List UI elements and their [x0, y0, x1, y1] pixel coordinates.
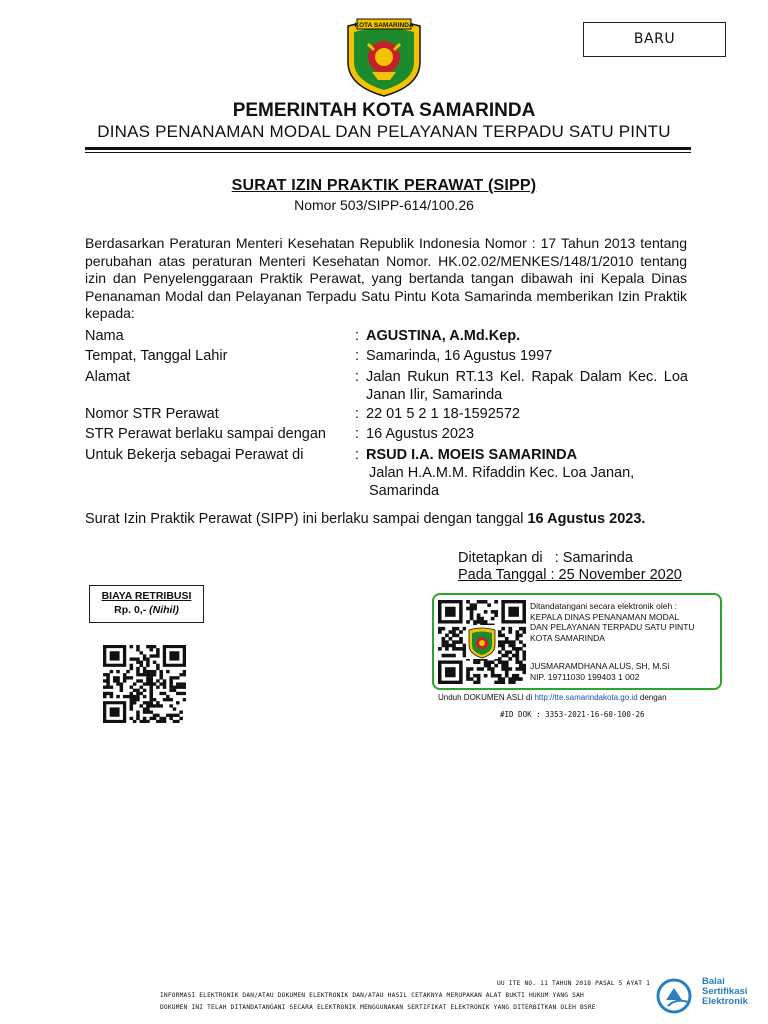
- signer-position-1: KEPALA DINAS PENANAMAN MODAL: [530, 611, 680, 622]
- field-value: Jalan Rukun RT.13 Kel. Rapak Dalam Kec. Loa Janan Ilir, Samarinda: [366, 369, 688, 403]
- field-colon: :: [355, 447, 360, 463]
- government-heading: PEMERINTAH KOTA SAMARINDA: [232, 100, 536, 121]
- retribution-box: [89, 585, 204, 623]
- download-link[interactable]: http://tte.samarindakota.go.id: [534, 693, 638, 702]
- field-colon: :: [355, 348, 360, 364]
- field-value: RSUD I.A. MOEIS SAMARINDA: [366, 447, 578, 463]
- retribution-note: (Nihil): [149, 604, 179, 616]
- field-label: Nomor STR Perawat: [85, 406, 219, 422]
- field-label: Tempat, Tanggal Lahir: [85, 348, 228, 364]
- signed-by-label: Ditandatangani secara elektronik oleh :: [530, 601, 677, 611]
- qr-code-signature: [438, 600, 526, 684]
- issued-date: Pada Tanggal : 25 November 2020: [458, 567, 682, 583]
- emblem-banner-text: KOTA SAMARINDA: [354, 22, 414, 29]
- field-colon: :: [355, 328, 360, 344]
- retribution-amount: Rp. 0,-: [114, 604, 147, 616]
- intro-paragraph: Berdasarkan Peraturan Menteri Kesehatan Republik Indonesia Nomor : 17 Tahun 2013 tentang perubahan atas peraturan Menteri Kesehatan Nomor. HK.02.02/MENKES/148/1/2010 tentang izin dan Penyelenggaraan Praktik Perawat, yang bertanda tangan dibawah ini Kepala Dinas Penanaman Modal dan Pelayanan Terpadu Satu Pintu Kota Samarinda memberikan Izin Praktik kepada:: [85, 235, 687, 321]
- bse-logo-icon: [654, 976, 698, 1016]
- validity-statement: [85, 511, 645, 527]
- footer-law-reference: UU ITE NO. 11 TAHUN 2018 PASAL 5 AYAT 1: [497, 980, 651, 987]
- download-instruction: [438, 693, 667, 702]
- field-colon: :: [355, 369, 360, 385]
- field-colon: :: [355, 426, 360, 442]
- field-value: Samarinda, 16 Agustus 1997: [366, 348, 553, 364]
- status-stamp-baru: BARU: [583, 22, 726, 57]
- document-title: SURAT IZIN PRAKTIK PERAWAT (SIPP): [231, 177, 537, 194]
- signature-emblem-logo: [466, 625, 498, 659]
- signer-position-3: KOTA SAMARINDA: [530, 632, 605, 643]
- field-value: 16 Agustus 2023: [366, 426, 475, 442]
- bse-line-1: Balai: [702, 976, 725, 987]
- signer-position-2: DAN PELAYANAN TERPADU SATU PINTU: [530, 622, 695, 632]
- signer-name: JUSMARAMDHANA ALUS, SH, M.Si: [530, 661, 670, 671]
- signature-details: [530, 601, 720, 643]
- qr-code-document: [103, 645, 186, 723]
- field-label: Untuk Bekerja sebagai Perawat di: [85, 447, 304, 463]
- footer-legal-line-2: DOKUMEN INI TELAH DITANDATANGANI SECARA ELEKTRONIK MENGGUNAKAN SERTIFIKAT ELEKTRONIK YANG DITERBITKAN OLEH BSRE: [160, 1004, 596, 1011]
- field-value: AGUSTINA, A.Md.Kep.: [366, 328, 521, 344]
- header-divider-thin: [85, 152, 691, 153]
- bse-line-2: Sertifikasi: [702, 986, 748, 997]
- download-prefix: Unduh DOKUMEN ASLI di: [438, 693, 535, 702]
- document-number: Nomor 503/SIPP-614/100.26: [294, 197, 474, 213]
- field-label: Nama: [85, 328, 124, 344]
- issued-place: Ditetapkan di : Samarinda: [458, 550, 633, 566]
- field-label: Alamat: [85, 369, 131, 385]
- footer-legal-line-1: INFORMASI ELEKTRONIK DAN/ATAU DOKUMEN ELEKTRONIK DAN/ATAU HASIL CETAKNYA MERUPAKAN ALAT BUKTI HUKUM YANG SAH: [160, 992, 584, 999]
- field-label: STR Perawat berlaku sampai dengan: [85, 426, 326, 442]
- signer-nip: NIP. 19711030 199403 1 002: [530, 672, 640, 682]
- field-colon: :: [355, 406, 360, 422]
- bse-wordmark: [702, 977, 748, 1007]
- bse-line-3: Elektronik: [702, 996, 748, 1007]
- document-id: #ID DOK : 3353-2021-16-60-100-26: [500, 710, 645, 719]
- workplace-address: Jalan H.A.M.M. Rifaddin Kec. Loa Janan, Samarinda: [369, 465, 635, 499]
- samarinda-emblem-logo: [343, 14, 425, 98]
- retribution-title: BIAYA RETRIBUSI: [101, 590, 192, 602]
- agency-heading: DINAS PENANAMAN MODAL DAN PELAYANAN TERPADU SATU PINTU: [97, 122, 671, 141]
- field-value: 22 01 5 2 1 18-1592572: [366, 406, 520, 422]
- signer-identity: [530, 661, 669, 683]
- header-divider-thick: [85, 147, 691, 150]
- validity-text: Surat Izin Praktik Perawat (SIPP) ini berlaku sampai dengan tanggal: [85, 511, 528, 527]
- download-suffix: dengan: [637, 693, 667, 702]
- validity-date: 16 Agustus 2023.: [527, 511, 646, 527]
